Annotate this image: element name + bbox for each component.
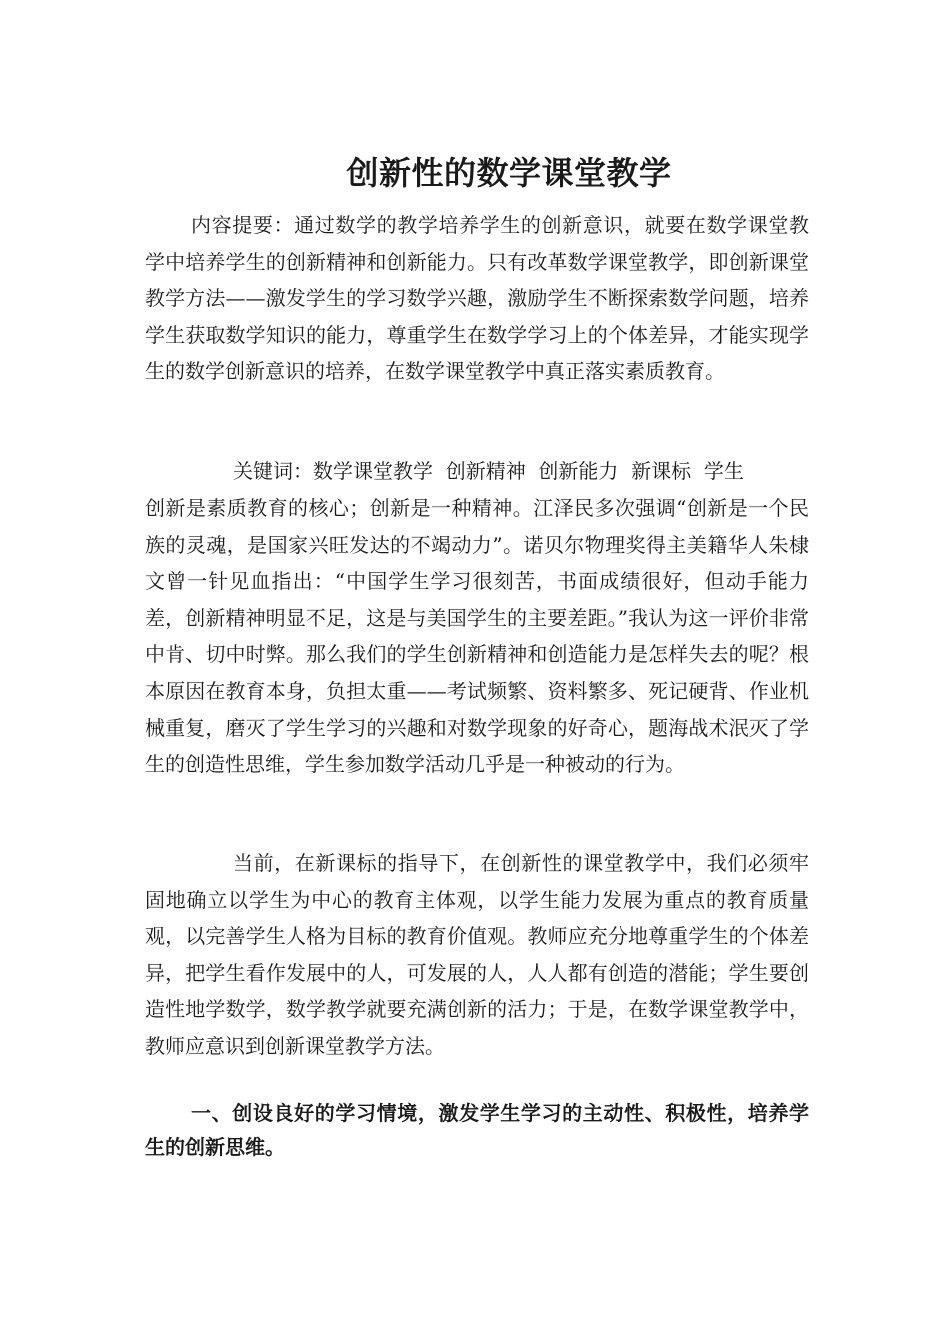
abstract-paragraph: 内容提要：通过数学的教学培养学生的创新意识，就要在数学课堂教学中培养学生的创新精神和创新能力。只有改革数学课堂教学，即创新课堂教学方法——激发学生的学习数学兴趣，激励学生不断探索数学问题，培养学生获取数学知识的能力，尊重学生在数学学习上的个体差异，才能实现学生的数学创新意识的培养，在数学课堂教学中真正落实素质教育。 <box>145 213 809 384</box>
document-title: 创新性的数学课堂教学 <box>346 154 672 193</box>
section-heading: 一、创设良好的学习情境，激发学生学习的主动性、积极性，培养学生的创新思维。 <box>145 1101 809 1159</box>
keywords-line: 关键词：数学课堂教学 创新精神 创新能力 新课标 学生 <box>233 459 744 483</box>
current-paragraph: 当前，在新课标的指导下，在创新性的课堂教学中，我们必须牢固地确立以学生为中心的教育主体观，以学生能力发展为重点的教育质量观，以完善学生人格为目标的教育价值观。教师应充分地尊重学生的个体差异，把学生看作发展中的人，可发展的人，人人都有创造的潜能；学生要创造性地学数学，数学教学就要充满创新的活力；于是，在数学课堂教学中，教师应意识到创新课堂教学方法。 <box>145 851 809 1058</box>
intro-paragraph: 创新是素质教育的核心；创新是一种精神。江泽民多次强调“创新是一个民族的灵魂，是国家兴旺发达的不竭动力”。诺贝尔物理奖得主美籍华人朱棣文曾一针见血指出：“中国学生学习很刻苦，书面成绩很好，但动手能力差，创新精神明显不足，这是与美国学生的主要差距。”我认为这一评价非常中肯、切中时弊。那么我们的学生创新精神和创造能力是怎样失去的呢？根本原因在教育本身，负担太重——考试频繁、资料繁多、死记硬背、作业机械重复，磨灭了学生学习的兴趣和对数学现象的好奇心，题海战术泯灭了学生的创造性思维，学生参加数学活动几乎是一种被动的行为。 <box>145 496 809 777</box>
